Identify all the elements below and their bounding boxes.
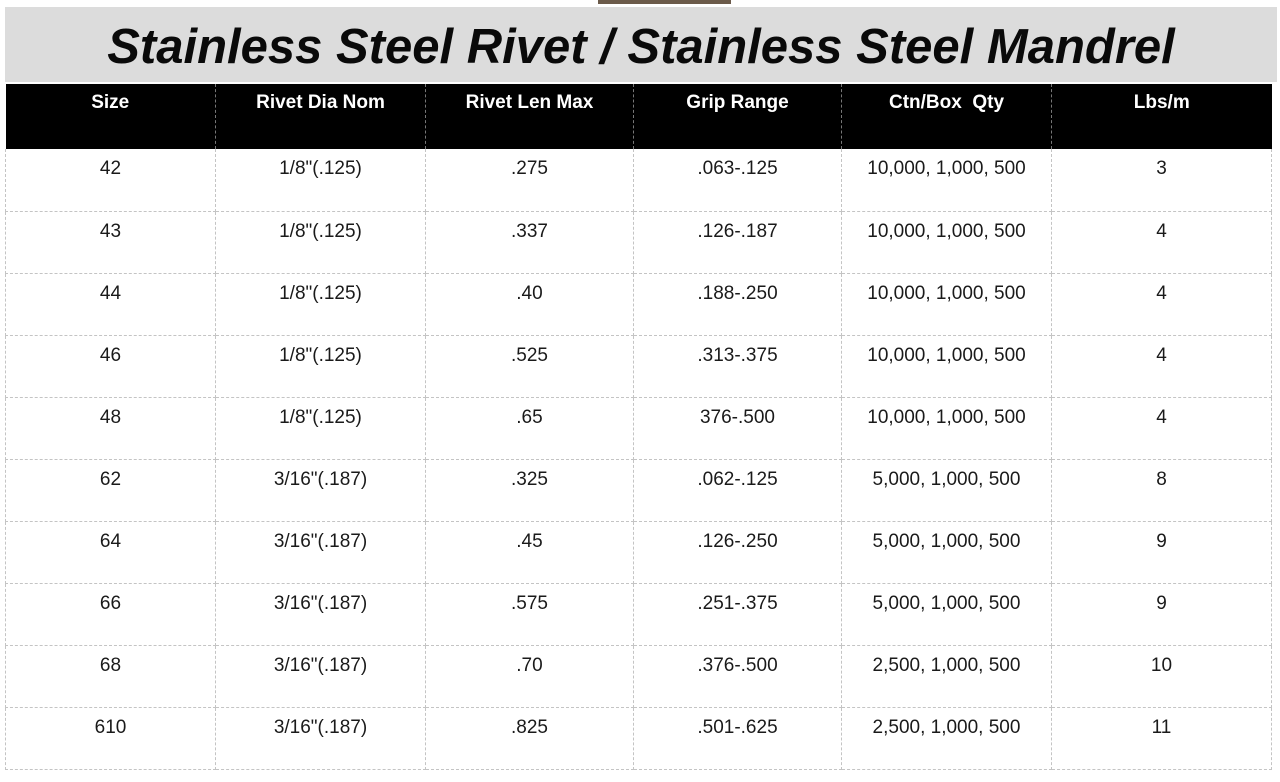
header-size: Size — [6, 84, 216, 149]
cell-lbs-per-m: 8 — [1052, 459, 1272, 521]
cell-rivet-dia-nom: 3/16"(.187) — [216, 583, 426, 645]
cell-ctn-box-qty: 5,000, 1,000, 500 — [842, 521, 1052, 583]
cell-lbs-per-m: 10 — [1052, 645, 1272, 707]
cell-rivet-dia-nom: 1/8"(.125) — [216, 397, 426, 459]
table-body — [6, 149, 1272, 769]
cell-ctn-box-qty: 5,000, 1,000, 500 — [842, 583, 1052, 645]
cell-grip-range: 376-.500 — [634, 397, 842, 459]
cell-size: 62 — [6, 459, 216, 521]
cell-lbs-per-m: 4 — [1052, 335, 1272, 397]
cell-size: 610 — [6, 707, 216, 769]
table-row — [6, 335, 1272, 397]
cell-size: 48 — [6, 397, 216, 459]
cell-grip-range: .251-.375 — [634, 583, 842, 645]
cell-size: 44 — [6, 273, 216, 335]
cell-rivet-dia-nom: 1/8"(.125) — [216, 211, 426, 273]
table-row — [6, 583, 1272, 645]
cell-grip-range: .313-.375 — [634, 335, 842, 397]
cell-grip-range: .062-.125 — [634, 459, 842, 521]
cell-size: 42 — [6, 149, 216, 211]
cell-rivet-len-max: .70 — [426, 645, 634, 707]
cell-rivet-dia-nom: 3/16"(.187) — [216, 521, 426, 583]
table-row — [6, 149, 1272, 211]
cell-rivet-len-max: .525 — [426, 335, 634, 397]
table-row — [6, 397, 1272, 459]
header-rivet-dia-nom: Rivet Dia Nom — [216, 84, 426, 149]
cell-rivet-len-max: .275 — [426, 149, 634, 211]
cell-lbs-per-m: 4 — [1052, 273, 1272, 335]
cell-rivet-len-max: .337 — [426, 211, 634, 273]
cell-rivet-dia-nom: 3/16"(.187) — [216, 459, 426, 521]
cell-rivet-len-max: .45 — [426, 521, 634, 583]
cell-ctn-box-qty: 2,500, 1,000, 500 — [842, 645, 1052, 707]
cell-grip-range: .501-.625 — [634, 707, 842, 769]
table-row — [6, 645, 1272, 707]
cell-ctn-box-qty: 5,000, 1,000, 500 — [842, 459, 1052, 521]
cell-size: 68 — [6, 645, 216, 707]
table-header — [6, 84, 1272, 149]
cell-rivet-len-max: .575 — [426, 583, 634, 645]
cell-size: 43 — [6, 211, 216, 273]
cell-rivet-dia-nom: 3/16"(.187) — [216, 645, 426, 707]
cell-lbs-per-m: 4 — [1052, 211, 1272, 273]
header-lbs-per-m: Lbs/m — [1052, 84, 1272, 149]
table-row — [6, 459, 1272, 521]
header-grip-range: Grip Range — [634, 84, 842, 149]
cell-ctn-box-qty: 10,000, 1,000, 500 — [842, 397, 1052, 459]
table-row — [6, 211, 1272, 273]
cell-size: 46 — [6, 335, 216, 397]
page-title: Stainless Steel Rivet / Stainless Steel Mandrel — [107, 19, 1175, 74]
cell-ctn-box-qty: 10,000, 1,000, 500 — [842, 273, 1052, 335]
table-row — [6, 273, 1272, 335]
cell-grip-range: .126-.250 — [634, 521, 842, 583]
cell-lbs-per-m: 4 — [1052, 397, 1272, 459]
cell-ctn-box-qty: 2,500, 1,000, 500 — [842, 707, 1052, 769]
cell-grip-range: .376-.500 — [634, 645, 842, 707]
header-rivet-len-max: Rivet Len Max — [426, 84, 634, 149]
cell-rivet-dia-nom: 1/8"(.125) — [216, 273, 426, 335]
cell-lbs-per-m: 9 — [1052, 583, 1272, 645]
cell-rivet-len-max: .825 — [426, 707, 634, 769]
cell-ctn-box-qty: 10,000, 1,000, 500 — [842, 335, 1052, 397]
cell-rivet-dia-nom: 3/16"(.187) — [216, 707, 426, 769]
cell-lbs-per-m: 11 — [1052, 707, 1272, 769]
top-tab-marker — [598, 0, 731, 4]
cell-grip-range: .126-.187 — [634, 211, 842, 273]
cell-grip-range: .063-.125 — [634, 149, 842, 211]
cell-rivet-len-max: .40 — [426, 273, 634, 335]
cell-size: 64 — [6, 521, 216, 583]
table-row — [6, 707, 1272, 769]
cell-lbs-per-m: 9 — [1052, 521, 1272, 583]
cell-grip-range: .188-.250 — [634, 273, 842, 335]
cell-ctn-box-qty: 10,000, 1,000, 500 — [842, 149, 1052, 211]
cell-lbs-per-m: 3 — [1052, 149, 1272, 211]
cell-rivet-len-max: .325 — [426, 459, 634, 521]
header-row — [6, 84, 1272, 149]
cell-ctn-box-qty: 10,000, 1,000, 500 — [842, 211, 1052, 273]
cell-rivet-dia-nom: 1/8"(.125) — [216, 335, 426, 397]
table-row — [6, 521, 1272, 583]
cell-rivet-dia-nom: 1/8"(.125) — [216, 149, 426, 211]
rivet-spec-table — [5, 84, 1272, 770]
title-bar — [5, 7, 1277, 82]
cell-rivet-len-max: .65 — [426, 397, 634, 459]
cell-size: 66 — [6, 583, 216, 645]
header-ctn-box-qty: Ctn/Box Qty — [842, 84, 1052, 149]
